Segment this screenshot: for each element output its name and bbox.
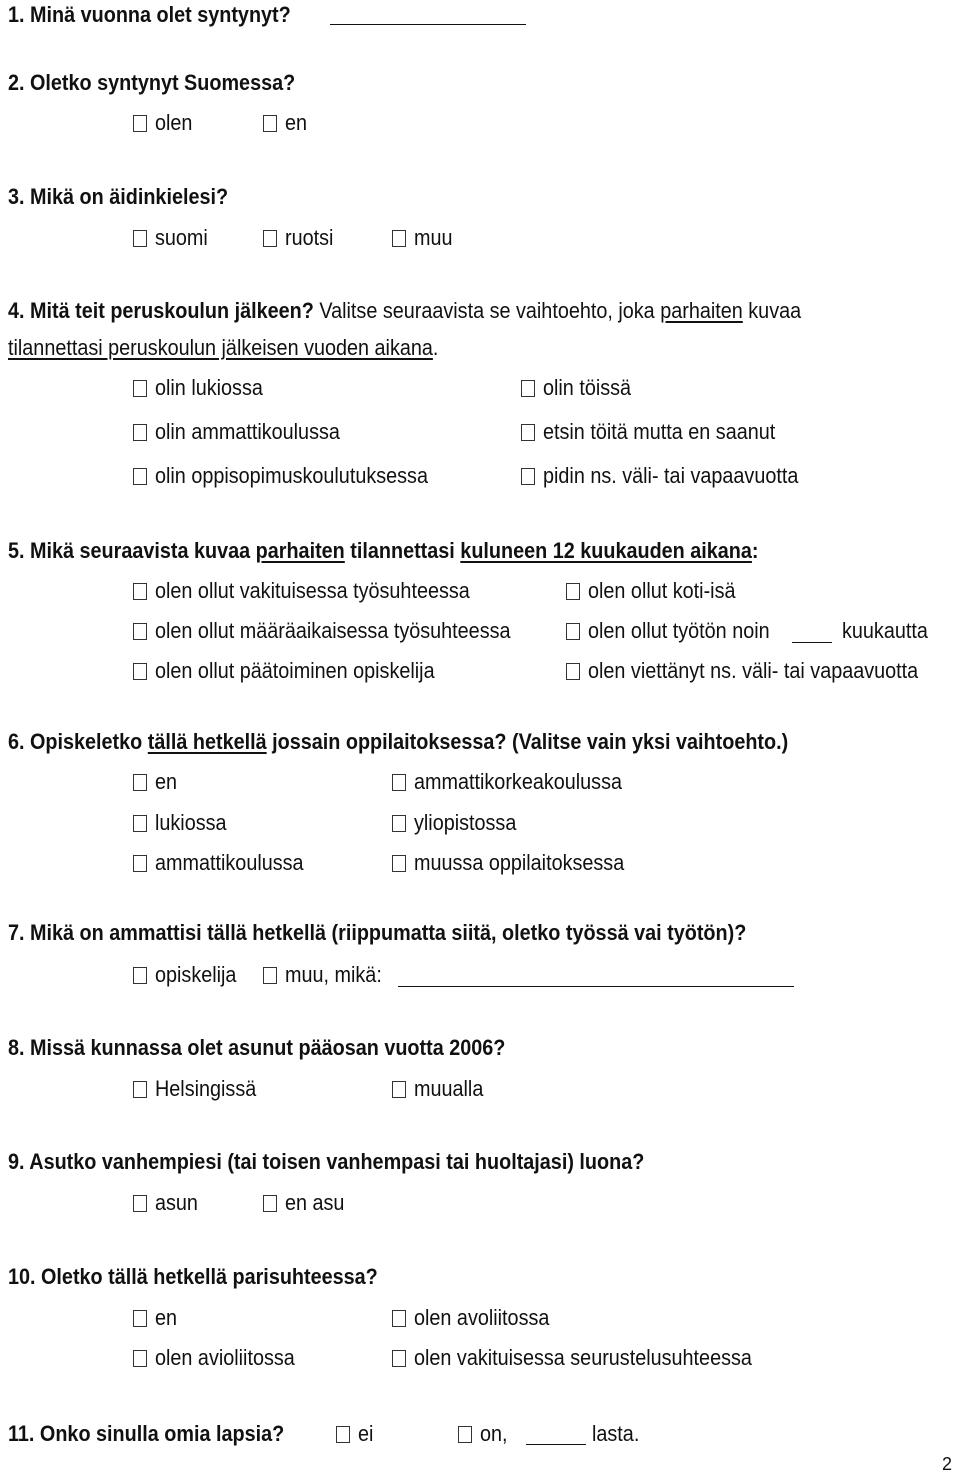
checkbox[interactable] — [133, 967, 147, 984]
option-q2-en[interactable]: en — [263, 110, 309, 136]
option-q5-4[interactable]: olen ollut työtön noin — [566, 618, 790, 644]
option-q6-4[interactable]: yliopistossa — [392, 810, 528, 836]
option-q7-1[interactable]: opiskelija — [133, 962, 246, 988]
option-q5-3[interactable]: olen ollut määräaikaisessa työsuhteessa — [133, 618, 550, 644]
checkbox[interactable] — [392, 1350, 406, 1367]
checkbox[interactable] — [133, 1195, 147, 1212]
checkbox[interactable] — [133, 623, 147, 640]
question-5: 5. Mikä seuraavista kuvaa parhaiten tilannettasi kuluneen 12 kuukauden aikana: — [8, 538, 759, 563]
question-6: 6. Opiskeletko tällä hetkellä jossain oppilaitoksessa? (Valitse vain yksi vaihtoehto.) — [8, 729, 789, 754]
question-2: 2. Oletko syntynyt Suomessa? — [8, 70, 296, 95]
checkbox[interactable] — [392, 1310, 406, 1327]
children-unit-label: lasta. — [592, 1421, 640, 1446]
option-q6-6[interactable]: muussa oppilaitoksessa — [392, 850, 648, 876]
checkbox[interactable] — [458, 1426, 472, 1443]
option-q11-on[interactable]: on, — [458, 1421, 511, 1447]
question-8: 8. Missä kunnassa olet asunut pääosan vuotta 2006? — [8, 1035, 506, 1060]
option-q5-6[interactable]: olen viettänyt ns. väli- tai vapaavuotta — [566, 658, 955, 684]
option-q8-2[interactable]: muualla — [392, 1076, 491, 1102]
checkbox[interactable] — [566, 623, 580, 640]
children-count-field[interactable] — [526, 1424, 586, 1445]
question-4-title: 4. Mitä teit peruskoulun jälkeen? — [8, 298, 314, 323]
checkbox[interactable] — [392, 855, 406, 872]
occupation-field[interactable] — [398, 966, 794, 987]
checkbox[interactable] — [392, 230, 406, 247]
checkbox[interactable] — [133, 380, 147, 397]
option-q6-1[interactable]: en — [133, 769, 179, 795]
option-q4-6[interactable]: pidin ns. väli- tai vapaavuotta — [521, 463, 827, 489]
checkbox[interactable] — [336, 1426, 350, 1443]
months-label: kuukautta — [842, 618, 928, 643]
checkbox[interactable] — [566, 663, 580, 680]
checkbox[interactable] — [133, 468, 147, 485]
option-q6-3[interactable]: lukiossa — [133, 810, 234, 836]
checkbox[interactable] — [521, 424, 535, 441]
option-q5-1[interactable]: olen ollut vakituisessa työsuhteessa — [133, 578, 505, 604]
checkbox[interactable] — [133, 583, 147, 600]
checkbox[interactable] — [521, 380, 535, 397]
checkbox[interactable] — [392, 1081, 406, 1098]
checkbox[interactable] — [263, 1195, 277, 1212]
checkbox[interactable] — [133, 1310, 147, 1327]
page-number: 2 — [941, 1454, 952, 1474]
question-9: 9. Asutko vanhempiesi (tai toisen vanhempasi tai huoltajasi) luona? — [8, 1149, 645, 1174]
checkbox[interactable] — [133, 774, 147, 791]
checkbox[interactable] — [263, 230, 277, 247]
question-10: 10. Oletko tällä hetkellä parisuhteessa? — [8, 1264, 378, 1289]
option-q10-1[interactable]: en — [133, 1305, 179, 1331]
checkbox[interactable] — [392, 774, 406, 791]
checkbox[interactable] — [566, 583, 580, 600]
checkbox[interactable] — [133, 115, 147, 132]
birth-year-field[interactable] — [330, 4, 526, 25]
checkbox[interactable] — [392, 815, 406, 832]
option-q10-2[interactable]: olen avoliitossa — [392, 1305, 564, 1331]
option-q10-4[interactable]: olen vakituisessa seurustelusuhteessa — [392, 1345, 789, 1371]
option-q9-1[interactable]: asun — [133, 1190, 203, 1216]
question-4: 4. Mitä teit peruskoulun jälkeen? Valitse seuraavista se vaihtoehto, joka parhaiten kuvaa — [8, 298, 802, 323]
checkbox[interactable] — [133, 230, 147, 247]
option-q6-5[interactable]: ammattikoulussa — [133, 850, 320, 876]
option-q3-muu[interactable]: muu — [392, 225, 457, 251]
option-q6-2[interactable]: ammattikorkeakoulussa — [392, 769, 645, 795]
option-q3-suomi[interactable]: suomi — [133, 225, 214, 251]
option-q5-2[interactable]: olen ollut koti-isä — [566, 578, 752, 604]
question-4-line2: tilannettasi peruskoulun jälkeisen vuoden aikana. — [8, 335, 439, 360]
option-q3-ruotsi[interactable]: ruotsi — [263, 225, 339, 251]
option-q8-1[interactable]: Helsingissä — [133, 1076, 268, 1102]
question-7: 7. Mikä on ammattisi tällä hetkellä (riippumatta siitä, oletko työssä vai työtön)? — [8, 920, 747, 945]
question-1 — [8, 2, 291, 28]
option-q5-5[interactable]: olen ollut päätoiminen opiskelija — [133, 658, 466, 684]
unemployed-months-field[interactable] — [792, 622, 832, 643]
question-3: 3. Mikä on äidinkielesi? — [8, 184, 229, 209]
checkbox[interactable] — [263, 115, 277, 132]
option-q7-2[interactable]: muu, mikä: — [263, 962, 393, 988]
option-q4-1[interactable]: olin lukiossa — [133, 375, 275, 401]
option-q2-olen[interactable]: olen — [133, 110, 197, 136]
option-q4-5[interactable]: olin oppisopimuskoulutuksessa — [133, 463, 458, 489]
checkbox[interactable] — [133, 815, 147, 832]
option-q4-2[interactable]: olin töissä — [521, 375, 641, 401]
checkbox[interactable] — [133, 424, 147, 441]
question-1-text: 1. Minä vuonna olet syntynyt? — [8, 2, 291, 27]
option-q11-ei[interactable]: ei — [336, 1421, 375, 1447]
option-q9-2[interactable]: en asu — [263, 1190, 351, 1216]
option-q10-3[interactable]: olen avioliitossa — [133, 1345, 310, 1371]
checkbox[interactable] — [133, 1350, 147, 1367]
checkbox[interactable] — [133, 1081, 147, 1098]
checkbox[interactable] — [133, 663, 147, 680]
question-11: 11. Onko sinulla omia lapsia? — [8, 1421, 285, 1446]
checkbox[interactable] — [263, 967, 277, 984]
option-q4-3[interactable]: olin ammattikoulussa — [133, 419, 360, 445]
option-q4-4[interactable]: etsin töitä mutta en saanut — [521, 419, 801, 445]
checkbox[interactable] — [133, 855, 147, 872]
checkbox[interactable] — [521, 468, 535, 485]
